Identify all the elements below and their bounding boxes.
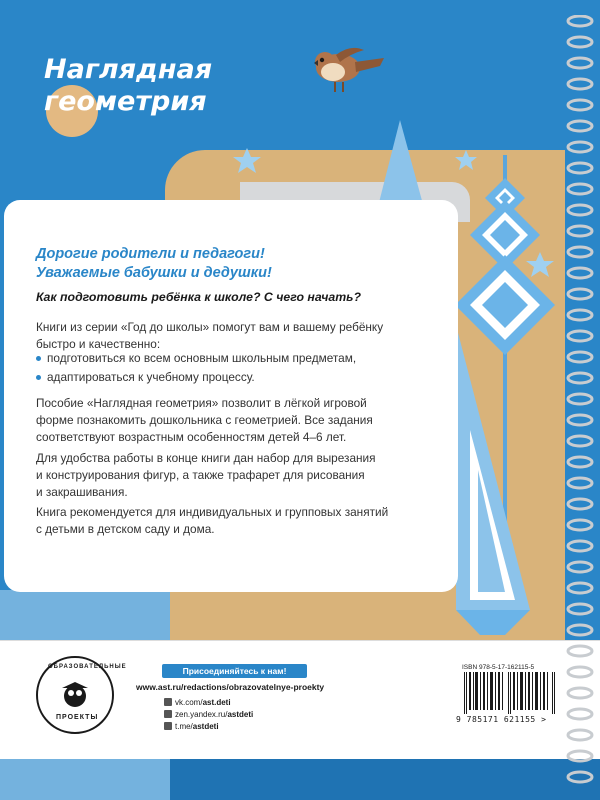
spiral-ring [568, 226, 592, 236]
paragraph-2 [36, 395, 446, 446]
website-link[interactable]: www.ast.ru/redactions/obrazovatelnye-proekty [136, 682, 325, 692]
spiral-ring [568, 394, 592, 404]
link-handle: ast.deti [202, 698, 231, 707]
social-zen-link[interactable] [164, 709, 253, 720]
barcode [462, 672, 558, 714]
paragraph-line: и закрашивания. [36, 485, 128, 499]
spiral-ring [568, 310, 592, 320]
zen-icon [164, 710, 172, 718]
logo-label-bottom: ПРОЕКТЫ [56, 714, 99, 721]
title-line-1: Наглядная [44, 54, 213, 85]
paragraph-line: быстро и качественно: [36, 337, 161, 351]
paragraph-1 [36, 319, 446, 353]
bullet-item [36, 350, 356, 367]
paragraph-line: Книги из серии «Год до школы» помогут вам и вашему ребёнку [36, 320, 384, 334]
paragraph-3 [36, 450, 446, 501]
star-icon [233, 148, 261, 173]
vk-icon [164, 698, 172, 706]
bullet-text: подготовиться ко всем основным школьным предметам, [47, 351, 357, 365]
spiral-ring [568, 352, 592, 362]
isbn: ISBN 978-5-17-162115-5 [462, 664, 535, 671]
link-handle: astdeti [227, 710, 254, 719]
link-handle: astdeti [192, 722, 219, 731]
star-icon [526, 252, 554, 277]
link-prefix: zen.yandex.ru/ [175, 710, 228, 719]
spiral-ring [568, 688, 592, 698]
bullet-icon [36, 375, 41, 380]
spiral-ring [568, 604, 592, 614]
star-icon [455, 150, 477, 170]
social-vk-link[interactable] [164, 697, 231, 708]
arrow-base [456, 610, 530, 635]
spiral-ring [568, 541, 592, 551]
paragraph-line: и конструирования фигур, а также трафарет для рисования [36, 468, 365, 482]
spiral-ring [568, 457, 592, 467]
social-telegram-link[interactable] [164, 721, 219, 732]
spiral-ring [568, 163, 592, 173]
spiral-ring [568, 751, 592, 761]
heading-line-1: Дорогие родители и педагоги! [36, 246, 265, 262]
bird-icon [314, 48, 384, 92]
paragraph-line: соответствуют возрастным особенностям детей 4–6 лет. [36, 430, 347, 444]
spiral-ring [568, 709, 592, 719]
title-line-2: геометрия [44, 86, 207, 117]
paragraph-line: с детьми в детском саду и дома. [36, 522, 215, 536]
spiral-ring [568, 142, 592, 152]
spiral-ring [568, 58, 592, 68]
book-title [44, 55, 212, 117]
telegram-icon [164, 722, 172, 730]
spiral-ring [568, 583, 592, 593]
heading-line-2: Уважаемые бабушки и дедушки! [36, 265, 272, 281]
paragraph-line: Пособие «Наглядная геометрия» позволит в лёгкой игровой [36, 396, 367, 410]
spiral-ring [568, 79, 592, 89]
intro-heading [36, 245, 272, 283]
paragraph-4 [36, 504, 446, 538]
bullet-text: адаптироваться к учебному процессу. [47, 370, 255, 384]
link-prefix: t.me/ [175, 722, 193, 731]
intro-question: Как подготовить ребёнка к школе? С чего начать? [36, 290, 361, 304]
spiral-ring [568, 16, 592, 26]
paragraph-line: форме познакомить дошкольника с геометрией. Все задания [36, 413, 373, 427]
spiral-ring [568, 331, 592, 341]
join-badge: Присоединяйтесь к нам! [162, 664, 307, 678]
spiral-binding [560, 15, 600, 800]
spiral-ring [568, 415, 592, 425]
spiral-ring [568, 289, 592, 299]
paragraph-line: Книга рекомендуется для индивидуальных и групповых занятий [36, 505, 389, 519]
spiral-ring [568, 625, 592, 635]
spiral-ring [568, 499, 592, 509]
spiral-ring [568, 268, 592, 278]
spiral-ring [568, 667, 592, 677]
spiral-ring [568, 100, 592, 110]
spiral-ring [568, 436, 592, 446]
spiral-ring [568, 646, 592, 656]
spiral-ring [568, 373, 592, 383]
spiral-ring [568, 562, 592, 572]
spiral-ring [568, 247, 592, 257]
spiral-ring [568, 730, 592, 740]
spiral-ring [568, 772, 592, 782]
spiral-ring [568, 37, 592, 47]
spiral-ring [568, 184, 592, 194]
spiral-ring [568, 205, 592, 215]
logo-label-top: ОБРАЗОВАТЕЛЬНЫЕ [48, 664, 127, 670]
spiral-ring [568, 520, 592, 530]
bullet-item [36, 369, 255, 386]
bullet-icon [36, 356, 41, 361]
spiral-ring [568, 478, 592, 488]
barcode-number: 9 785171 621155 > [456, 715, 547, 724]
spiral-ring [568, 121, 592, 131]
paragraph-line: Для удобства работы в конце книги дан набор для вырезания [36, 451, 376, 465]
link-prefix: vk.com/ [175, 698, 203, 707]
